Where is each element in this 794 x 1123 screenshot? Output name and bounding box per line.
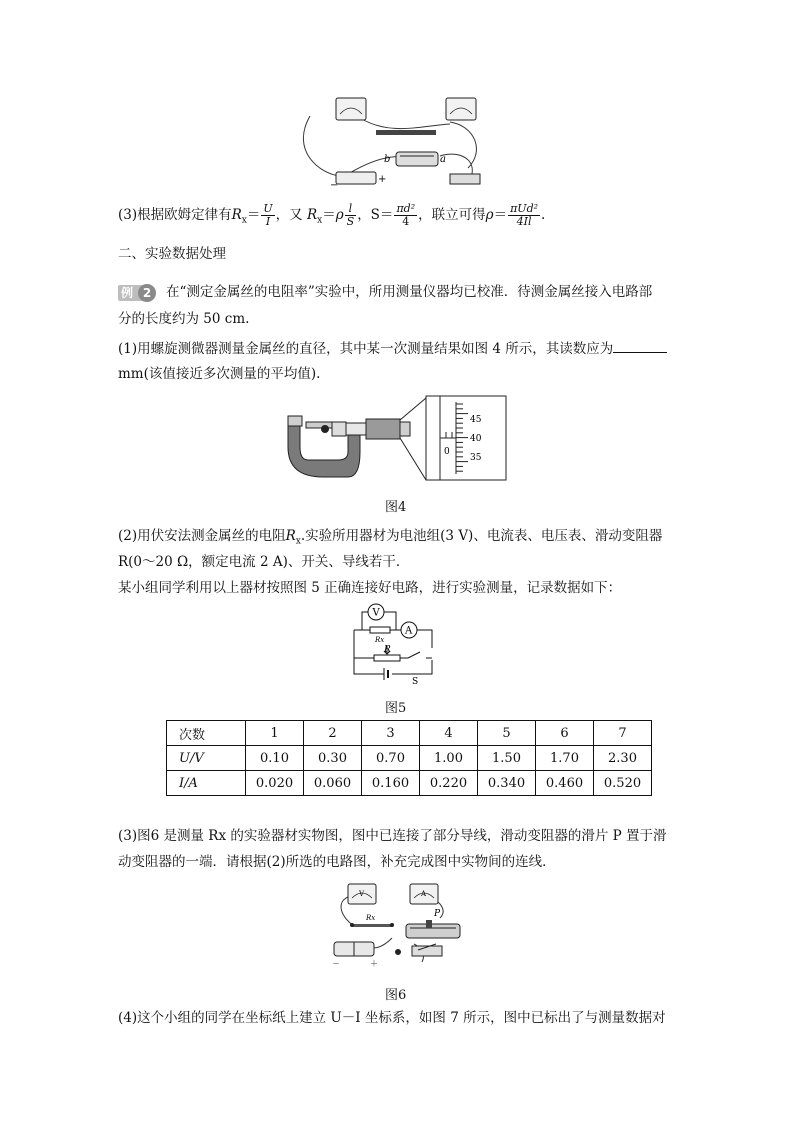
row-label-current: I/A [167, 771, 246, 796]
q2-line-1: (2)用伏安法测金属丝的电阻$R_x$.实验所用器材为电池组(3 V)、电流表、电压表、滑动变阻器 [118, 528, 663, 547]
q1-line-1: (1)用螺旋测微器测量金属丝的直径，其中某一次测量结果如图 4 所示，其读数应为 [118, 338, 667, 359]
table-header-cell: 7 [594, 721, 652, 746]
label-a: a [440, 154, 446, 165]
q2-line-3: 某小组同学利用以上器材按照图 5 正确连接好电路，进行实验测量，记录数据如下： [118, 580, 622, 596]
table-cell: 2.30 [594, 746, 652, 771]
svg-text:R: R [384, 645, 391, 655]
micrometer-figure [278, 392, 508, 484]
rx-wire-icon [352, 924, 392, 927]
rx-resistor-icon [370, 627, 390, 633]
table-cell: 0.060 [304, 771, 362, 796]
table-cell: 0.020 [246, 771, 304, 796]
ammeter-icon [446, 98, 476, 120]
q3-line-2: 动变阻器的一端．请根据(2)所选的电路图，补充完成图中实物间的连线． [118, 854, 556, 870]
table-header-row [167, 721, 652, 746]
lock-knob-icon [321, 425, 329, 433]
svg-text:V: V [372, 607, 380, 619]
svg-text:＋: ＋ [370, 959, 378, 968]
frac-l-over-s: $\frac{l}{S}$ [346, 202, 355, 228]
tick-label-45: 45 [470, 415, 482, 425]
section-2-title: 二、实验数据处理 [118, 246, 226, 262]
svg-text:A: A [405, 625, 413, 637]
tick-label-35: 35 [470, 453, 482, 463]
table-cell: 0.160 [362, 771, 420, 796]
q2-line-2: R(0～20 Ω，额定电流 2 A)、开关、导线若干． [118, 554, 410, 570]
thimble-scale [456, 404, 468, 471]
voltmeter-icon [336, 98, 366, 120]
micrometer-thimble-icon [366, 419, 400, 439]
svg-text:V: V [359, 890, 365, 898]
table-cell: 0.520 [594, 771, 652, 796]
metal-wire-board-icon [376, 130, 436, 135]
slider-p-icon [426, 920, 432, 928]
rheostat-icon [396, 152, 438, 166]
table-cell: 0.340 [478, 771, 536, 796]
svg-text:Rx: Rx [366, 914, 376, 922]
table-row-voltage [167, 746, 652, 771]
tick-label-0: 0 [444, 447, 450, 457]
svg-text:P: P [434, 909, 441, 919]
frac-u-over-i: $\frac{U}{I}$ [263, 202, 273, 228]
answer-blank[interactable] [613, 338, 667, 353]
label-plus: + [378, 174, 387, 185]
rheostat-device-icon [406, 924, 460, 938]
frac-resistivity: $\frac{\text{πUd²}}{4Il}$ [510, 202, 539, 228]
row-label-voltage: U/V [167, 746, 246, 771]
q3-line-1: (3)图6 是测量 Rx 的实验器材实物图，图中已连接了部分导线，滑动变阻器的滑片 P 置于滑 [118, 828, 667, 844]
battery-icon [336, 172, 376, 184]
table-cell: 0.460 [536, 771, 594, 796]
svg-text:Rx: Rx [375, 636, 385, 644]
table-header-label: 次数 [167, 721, 246, 746]
fig4-caption: 图4 [385, 500, 407, 515]
table-cell: 1.70 [536, 746, 594, 771]
table-cell: 0.10 [246, 746, 304, 771]
item3-formula-line: (3)根据欧姆定律有$R_x=$ $\frac{U}{I}$ ，又 $R_x=\rho$ $\frac{l}{S}$ ，S＝ $\frac{\text{πd²}}{4}$ ，联立可得ρ＝ $\frac{\text{πUd²}}{4Il}$ . [118, 202, 546, 228]
example-2-line-1 [118, 282, 652, 302]
fig6-caption: 图6 [385, 988, 407, 1003]
top-apparatus-figure [300, 96, 500, 192]
q4-line-1: (4)这个小组的同学在坐标纸上建立 U－I 坐标系，如图 7 所示，图中已标出了与测量数据对 [118, 1010, 666, 1026]
example-badge: 例 2 [118, 284, 156, 302]
q1-line-2: mm(该值接近多次测量的平均值). [118, 366, 321, 382]
table-header-cell: 4 [420, 721, 478, 746]
label-minus: − [330, 180, 339, 191]
table-cell: 1.50 [478, 746, 536, 771]
label-b: b [384, 154, 391, 165]
table-cell: 0.220 [420, 771, 478, 796]
table-header-cell: 1 [246, 721, 304, 746]
table-header-cell: 2 [304, 721, 362, 746]
item3-prefix: (3)根据欧姆定律有 [118, 207, 232, 223]
fig5-caption: 图5 [385, 701, 407, 716]
tick-label-40: 40 [470, 434, 482, 444]
table-header-cell: 5 [478, 721, 536, 746]
rheostat-symbol-icon [374, 655, 400, 661]
table-row-current [167, 771, 652, 796]
svg-text:－: － [332, 959, 340, 968]
svg-text:A: A [421, 890, 427, 898]
table-cell: 0.70 [362, 746, 420, 771]
example-2-line-2: 分的长度约为 50 cm. [118, 311, 250, 327]
svg-text:S: S [412, 677, 419, 684]
example-text-1: 在“测定金属丝的电阻率”实验中，所用测量仪器均已校准．待测金属丝接入电路部 [166, 284, 653, 300]
switch-icon [450, 174, 480, 184]
measurement-table [166, 720, 652, 796]
circuit-diagram-fig5 [348, 602, 438, 684]
table-cell: 1.00 [420, 746, 478, 771]
apparatus-figure-fig6 [326, 882, 472, 972]
frac-area: $\frac{\text{πd²}}{4}$ [396, 202, 416, 228]
table-cell: 0.30 [304, 746, 362, 771]
table-header-cell: 3 [362, 721, 420, 746]
table-header-cell: 6 [536, 721, 594, 746]
